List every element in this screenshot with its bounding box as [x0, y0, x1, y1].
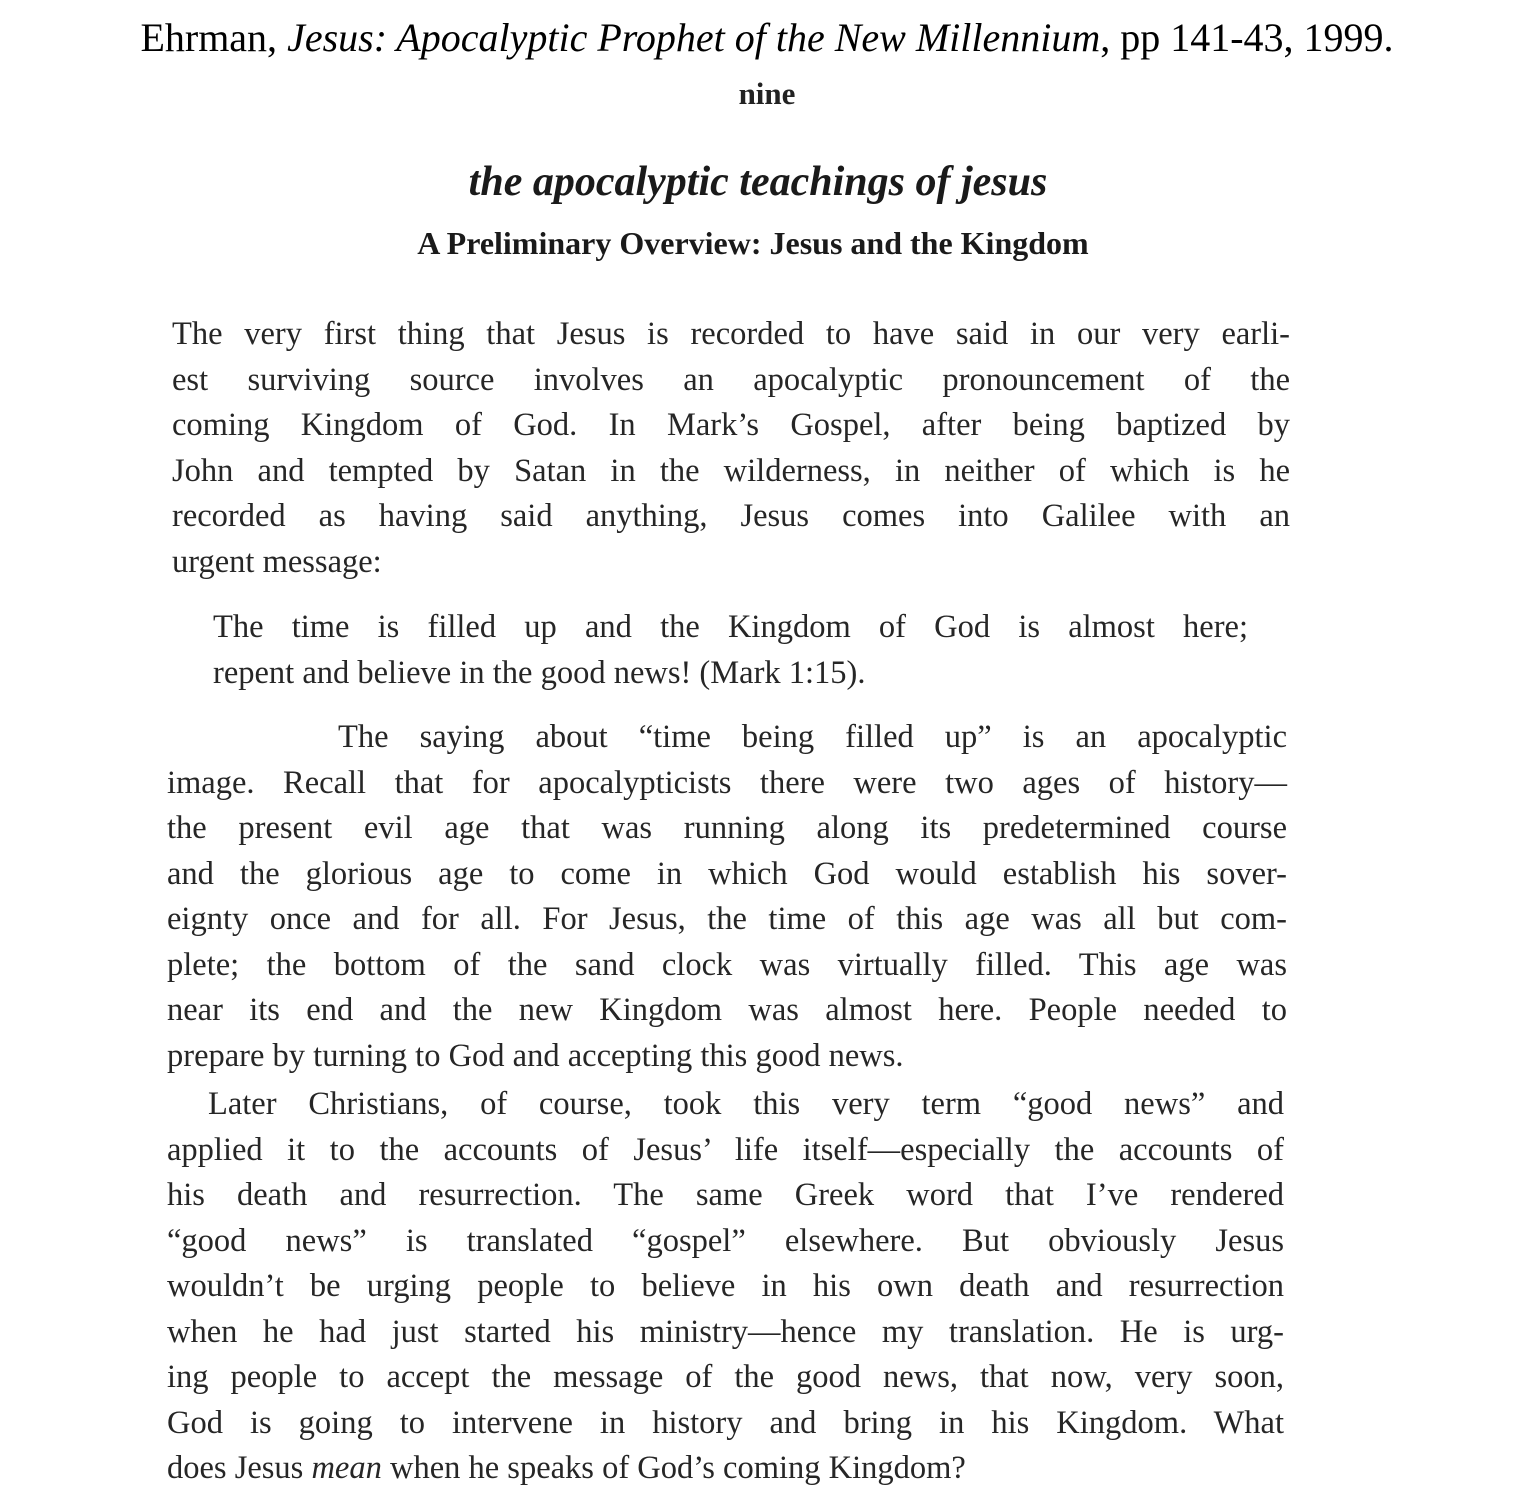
text-segment: does Jesus [167, 1450, 312, 1486]
text-line: ing people to accept the message of the good news, that now, very soon, [167, 1359, 1284, 1395]
text-line: The saying about “time being filled up” is an apocalyptic [338, 719, 1287, 755]
text-line: plete; the bottom of the sand clock was virtually filled. This age was [167, 946, 1287, 983]
block-quote [213, 605, 1248, 696]
text-line: wouldn’t be urging people to believe in his own death and resurrection [167, 1268, 1284, 1304]
text-line: the present evil age that was running along its predetermined course [167, 810, 1287, 846]
text-line: God is going to intervene in history and bring in his Kingdom. What [167, 1404, 1284, 1441]
text-line: est surviving source involves an apocalyptic pronouncement of the [172, 361, 1290, 398]
text-line: “good news” is translated “gospel” elsewhere. But obviously Jesus [167, 1222, 1284, 1259]
citation-book-title: Jesus: Apocalyptic Prophet of the New Millennium [287, 15, 1101, 60]
paragraph-1 [172, 312, 1290, 585]
text-line: The time is filled up and the Kingdom of God is almost here; [213, 609, 1248, 645]
citation-pages-year: , pp 141-43, 1999. [1100, 15, 1394, 60]
emphasized-word: mean [311, 1450, 382, 1486]
text-line: near its end and the new Kingdom was almost here. People needed to [167, 992, 1287, 1028]
text-line: image. Recall that for apocalypticists there were two ages of history— [167, 764, 1287, 801]
text-line: repent and believe in the good news! (Mark 1:15). [213, 654, 866, 691]
section-title: A Preliminary Overview: Jesus and the Kingdom [417, 225, 1089, 261]
text-line: recorded as having said anything, Jesus comes into Galilee with an [172, 498, 1290, 534]
text-line [167, 1446, 1284, 1492]
text-line: coming Kingdom of God. In Mark’s Gospel, after being baptized by [172, 407, 1290, 443]
text-line: his death and resurrection. The same Greek word that I’ve rendered [167, 1177, 1284, 1213]
text-line: urgent message: [172, 543, 382, 580]
text-line: applied it to the accounts of Jesus’ life itself—especially the accounts of [167, 1131, 1284, 1168]
chapter-title: the apocalyptic teachings of jesus [468, 159, 1048, 205]
chapter-label: nine [738, 76, 796, 111]
text-line: and the glorious age to come in which God would establish his sover- [167, 855, 1287, 892]
paragraph-3 [167, 1082, 1284, 1492]
paragraph-2 [167, 715, 1287, 1079]
text-line: Later Christians, of course, took this very term “good news” and [208, 1086, 1284, 1122]
text-segment: when he speaks of God’s coming Kingdom? [381, 1450, 966, 1486]
text-line: prepare by turning to God and accepting this good news. [167, 1037, 904, 1074]
citation-author: Ehrman, [140, 15, 288, 60]
text-line: eignty once and for all. For Jesus, the time of this age was all but com- [167, 901, 1287, 937]
text-line: when he had just started his ministry—hence my translation. He is urg- [167, 1313, 1284, 1350]
source-citation [0, 14, 1534, 61]
text-line: John and tempted by Satan in the wilderness, in neither of which is he [172, 452, 1290, 489]
text-line: The very first thing that Jesus is recorded to have said in our very earli- [172, 316, 1290, 352]
